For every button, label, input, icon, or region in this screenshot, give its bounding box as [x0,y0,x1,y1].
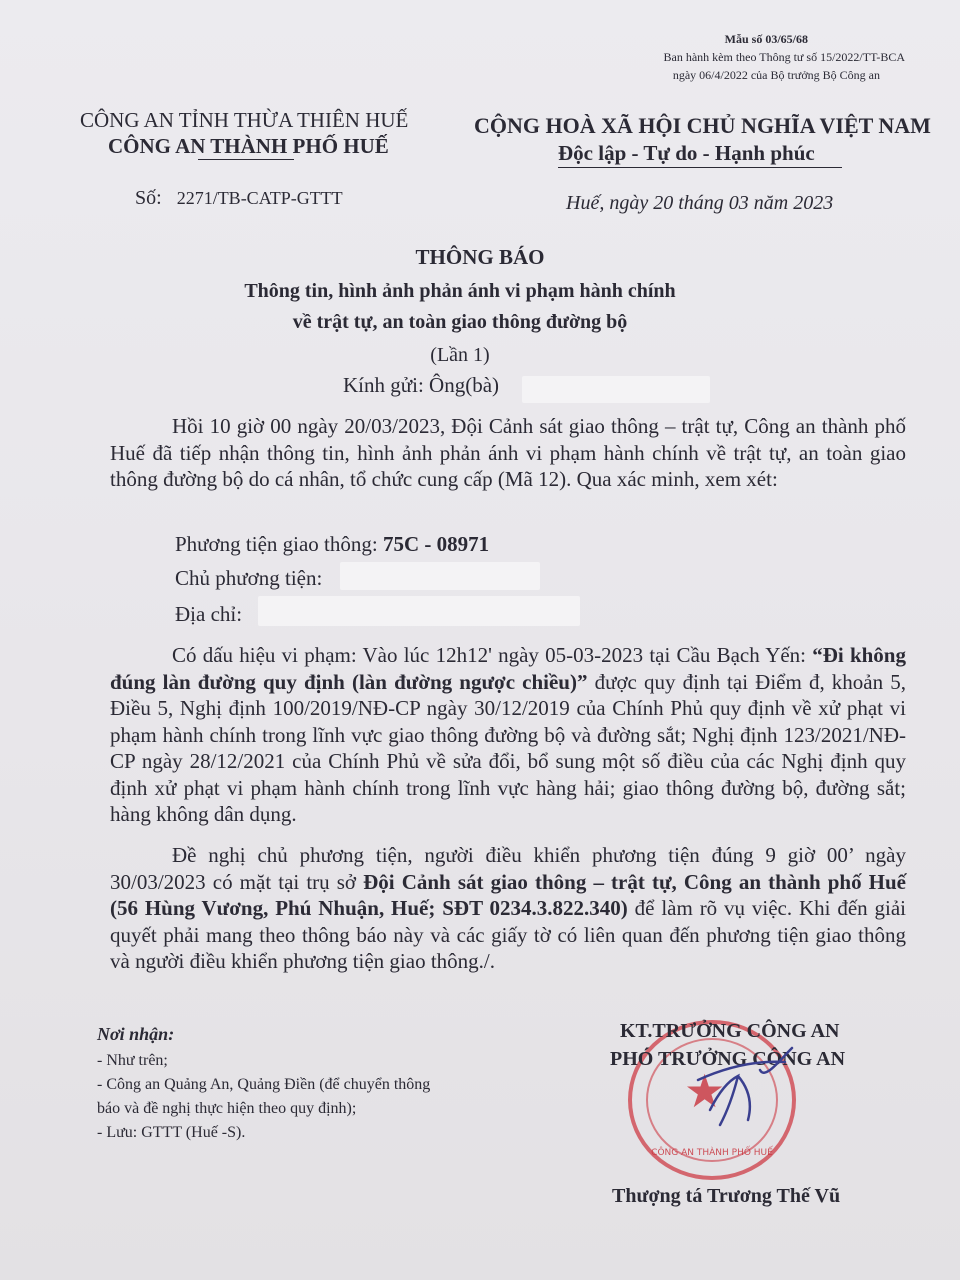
form-issued-line1: Ban hành kèm theo Thông tư số 15/2022/TT-BCA [663,50,905,64]
recipients-item2a: - Công an Quảng An, Quảng Điền (để chuyển thông [97,1076,431,1093]
form-issued-line2: ngày 06/4/2022 của Bộ trưởng Bộ Công an [672,68,880,82]
agency-parent: CÔNG AN TỈNH THỪA THIÊN HUẾ [80,108,409,132]
recipients-item2b: báo và đề nghị thực hiện theo quy định); [97,1100,357,1117]
recipient-salutation: Kính gửi: Ông(bà) [343,373,500,397]
violation-paragraph [110,642,906,828]
signature-title-line1: KT.TRƯỞNG CÔNG AN [620,1020,840,1042]
request-office: Đội Cảnh sát giao thông – trật tự, Công an thành phố Huế (56 Hùng Vương, Phú Nhuận, Huế; SĐT 0234.3.822.340) [110,869,906,920]
notice-subtitle-line2: về trật tự, an toàn giao thông đường bộ [292,311,628,333]
signer-name: Thượng tá Trương Thế Vũ [612,1185,841,1207]
notice-title: THÔNG BÁO [415,245,545,269]
notice-round: (Lần 1) [430,344,490,366]
date-line: Huế, ngày 20 tháng 03 năm 2023 [566,192,834,214]
vehicle-plate: 75C - 08971 [382,532,490,556]
motto: Độc lập - Tự do - Hạnh phúc [558,141,815,165]
document-number [135,187,343,210]
violation-legal-basis: được quy định tại Điểm đ, khoản 5, Điều 5, Nghị định 100/2019/NĐ-CP ngày 30/12/2019 của Chính Phủ quy định về xử phạt vi phạm hành chính trong lĩnh vực giao thông đường bộ và đường sắt; Nghị định 123/2021/NĐ-CP ngày 28/12/2021 của Chính Phủ về sửa đổi, bổ sung một số điều của các Nghị định quy định xử phạt vi phạm hành chính trong lĩnh vực hàng hải; giao thông đường bộ, đường sắt; hàng không dân dụng. [110,669,906,826]
address-label: Địa chỉ: [175,602,243,626]
agency-name: CÔNG AN THÀNH PHỐ HUẾ [108,134,389,158]
request-paragraph [110,842,906,975]
vehicle-field [175,532,489,557]
agency-underline [198,159,294,160]
intro-paragraph: Hồi 10 giờ 00 ngày 20/03/2023, Đội Cảnh sát giao thông – trật tự, Công an thành phố Huế đã tiếp nhận thông tin, hình ảnh phản ánh vi phạm hành chính về trật tự, an toàn giao thông đường bộ do cá nhân, tổ chức cung cấp (Mã 12). Qua xác minh, xem xét: [110,414,906,491]
notice-subtitle-line1: Thông tin, hình ảnh phản ánh vi phạm hành chính [244,280,676,302]
violation-intro: Có dấu hiệu vi phạm: Vào lúc 12h12' ngày 05-03-2023 tại Cầu Bạch Yến: [172,643,813,667]
stamp-text: CÔNG AN THÀNH PHỐ HUẾ [651,1148,773,1158]
owner-label: Chủ phương tiện: [175,566,323,590]
form-number: Mẫu số 03/65/68 [724,32,808,46]
doc-number-label: Số: [135,187,162,209]
violation-description: “Đi không đúng làn đường quy định (làn đường ngược chiều)” [110,643,906,694]
motto-underline [558,167,842,168]
star-icon: ★ [684,1066,726,1117]
request-intro: Đề nghị chủ phương tiện, người điều khiển phương tiện đúng 9 giờ 00’ ngày 30/03/2023 có mặt tại trụ sở [110,843,906,894]
redacted-address [258,596,580,626]
recipients-item1: - Như trên; [97,1052,168,1069]
nation-title: CỘNG HOÀ XÃ HỘI CHỦ NGHĨA VIỆT NAM [474,113,931,138]
vehicle-label: Phương tiện giao thông: [175,532,383,556]
redacted-owner [340,562,540,590]
request-rest: để làm rõ vụ việc. Khi đến giải quyết phải mang theo thông báo này và các giấy tờ có liên quan đến phương tiện giao thông và người điều khiển phương tiện giao thông./. [110,896,906,973]
signature-title-line2: PHÓ TRƯỞNG CÔNG AN [610,1048,846,1070]
redacted-recipient-name [522,376,710,403]
doc-number-value: 2271/TB-CATP-GTTT [176,188,343,208]
recipients-item3: - Lưu: GTTT (Huế -S). [97,1124,246,1141]
handwritten-signature [690,1040,800,1130]
recipients-heading: Nơi nhận: [97,1024,175,1044]
